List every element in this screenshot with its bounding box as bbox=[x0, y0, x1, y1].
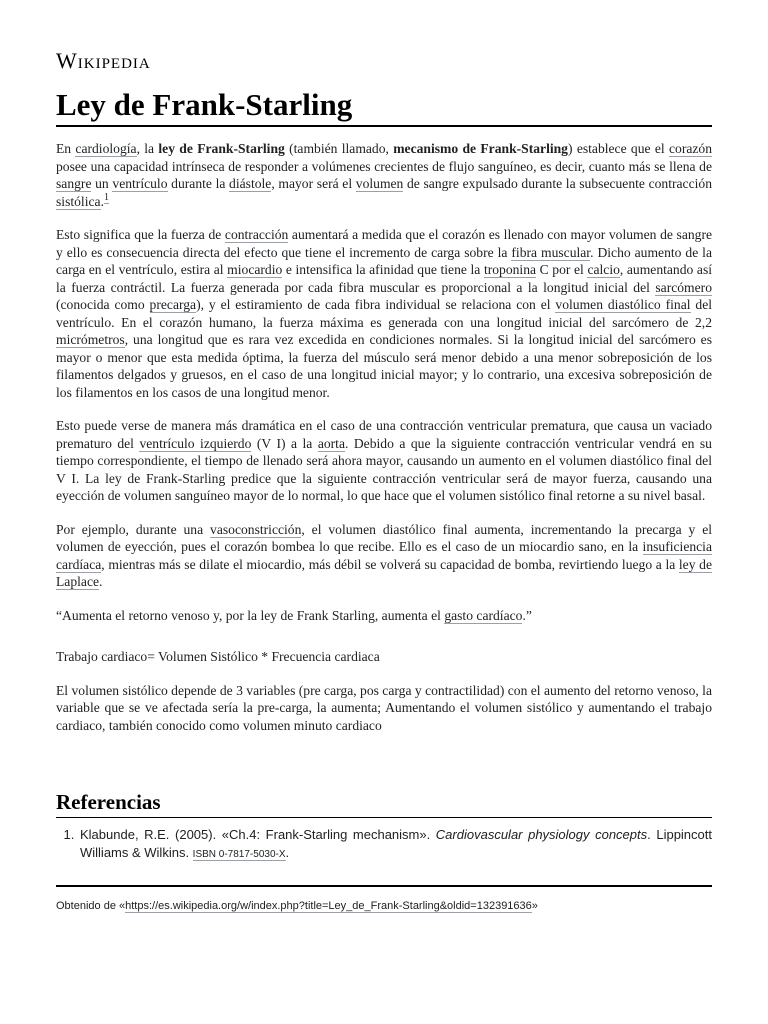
text: e intensifica la afinidad que tiene la bbox=[282, 262, 484, 277]
link-diastole[interactable]: diástole bbox=[229, 176, 272, 191]
page-title: Ley de Frank-Starling bbox=[56, 87, 353, 122]
text: , el volumen diastólico final aumenta, incrementando la precarga y el volumen de eyección, pues el corazón bombea lo que recibe. Ello es el caso de un miocardio sano, en la bbox=[56, 521, 713, 554]
paragraph-formula: Trabajo cardiaco= Volumen Sistólico * Frecuencia cardiaca bbox=[56, 649, 380, 664]
permanent-link[interactable]: https://es.wikipedia.org/w/index.php?title=Ley_de_Frank-Starling&oldid=132391636 bbox=[125, 900, 532, 912]
paragraph-quote bbox=[56, 607, 712, 625]
link-volumen-diastolico-final[interactable]: volumen diastólico final bbox=[555, 297, 691, 312]
text: del ventrículo. En el corazón humano, la fuerza máxima es generada con una longitud inicial del sarcómero de 2,2 bbox=[56, 297, 712, 330]
text: . Lippincott Williams & Wilkins. bbox=[80, 827, 712, 860]
text: , mayor será el bbox=[271, 176, 356, 191]
link-miocardio[interactable]: miocardio bbox=[227, 262, 283, 277]
text: . bbox=[100, 193, 104, 209]
text: . bbox=[99, 574, 103, 589]
text: C por el bbox=[536, 262, 588, 277]
references-heading: Referencias bbox=[56, 790, 161, 814]
text: , aumentando así la fuerza contráctil. La fuerza generada por cada fibra muscular es proporcional a la longitud inicial del bbox=[56, 262, 713, 295]
link-insuficiencia-cardiaca[interactable]: insuficiencia cardíaca bbox=[56, 539, 712, 572]
reference-marker[interactable]: 1 bbox=[103, 191, 109, 203]
link-gasto-cardiaco[interactable]: gasto cardíaco bbox=[444, 607, 523, 623]
text: ), y el estiramiento de cada fibra individual se relaciona con el bbox=[196, 297, 556, 312]
text: En bbox=[56, 141, 76, 156]
text: . Debido a que la siguiente contracción ventricular vendrá en su tiempo correspondiente, el tiempo de llenado será ahora mayor, causando un aumento en el volumen diastólico final del V I. La ley de Frank-Starling predice que la siguiente contracción ventricular será de mayor fuerza, causando una eyección de volumen sanguíneo mayor de lo normal, lo que hace que el volumen sistólico final retorne a su nivel basal. bbox=[56, 435, 712, 503]
isbn-link[interactable]: ISBN 0-7817-5030-X bbox=[192, 849, 286, 860]
text: Esto puede verse de manera más dramática en el caso de una contracción ventricular prematura, que causa un vaciado prematuro del bbox=[56, 418, 712, 451]
paragraph-3 bbox=[56, 417, 712, 505]
reference-item bbox=[78, 826, 712, 864]
paragraph-4 bbox=[56, 521, 712, 591]
text: de sangre expulsado durante la subsecuente contracción bbox=[403, 176, 712, 191]
link-precarga[interactable]: precarga bbox=[149, 297, 197, 312]
link-ventriculo-izquierdo[interactable]: ventrículo izquierdo bbox=[139, 435, 252, 451]
link-ley-de-laplace[interactable]: ley de Laplace bbox=[56, 556, 712, 589]
link-sangre[interactable]: sangre bbox=[56, 176, 92, 191]
link-fibra-muscular[interactable]: fibra muscular bbox=[511, 244, 591, 260]
link-aorta[interactable]: aorta bbox=[317, 435, 345, 451]
text: posee una capacidad intrínseca de responder a volúmenes crecientes de flujo sanguíneo, es decir, cuanto más se llena de bbox=[56, 158, 712, 174]
link-troponina[interactable]: troponina bbox=[483, 262, 537, 277]
link-contraccion[interactable]: contracción bbox=[224, 227, 289, 242]
bold-term: ley de Frank-Starling bbox=[158, 141, 285, 156]
retrieved-from bbox=[56, 899, 712, 913]
references-divider bbox=[56, 817, 712, 818]
text: Por ejemplo, durante una bbox=[56, 521, 211, 537]
article-body bbox=[56, 140, 712, 750]
text: Klabunde, R.E. (2005). «Ch.4: Frank-Starling mechanism». bbox=[80, 827, 436, 842]
text: (conocida como bbox=[56, 297, 150, 312]
link-calcio[interactable]: calcio bbox=[587, 262, 620, 277]
link-vasoconstriccion[interactable]: vasoconstricción bbox=[210, 521, 302, 537]
text: . Dicho aumento de la carga en el ventrículo, estira al bbox=[56, 244, 712, 277]
reference-book-title: Cardiovascular physiology concepts bbox=[435, 827, 648, 842]
text: .” bbox=[522, 607, 532, 623]
text: Obtenido de « bbox=[56, 900, 126, 912]
paragraph-intro bbox=[56, 140, 712, 210]
link-sarcomero[interactable]: sarcómero bbox=[655, 279, 712, 295]
link-cardiologia[interactable]: cardiología bbox=[75, 141, 137, 156]
text: “Aumenta el retorno venoso y, por la ley de Frank Starling, aumenta el bbox=[56, 607, 445, 623]
paragraph-volumen: El volumen sistólico depende de 3 variables (pre carga, pos carga y contractilidad) con el aumento del retorno venoso, la variable que se ve afectada sería la pre-carga, la aumenta; Aumentando el volumen sistólico y aumentando el trabajo cardiaco, también conocido como volumen minuto cardiaco bbox=[56, 682, 712, 733]
link-ventriculo[interactable]: ventrículo bbox=[112, 176, 168, 191]
text: , una longitud que es rara vez excedida en condiciones normales. Si la longitud inicial del sarcómero es mayor o menor que esta medida óptima, la fuerza del músculo será menor debido a una menor sobreposición de los filamentos delgados y gruesos, en el caso de una longitud inicial mayor; y lo contrario, una excesiva sobreposición de los filamentos en los casos de una longitud menor. bbox=[56, 332, 712, 400]
references-list bbox=[56, 826, 712, 864]
text: ) establece que el bbox=[567, 141, 669, 156]
text: Esto significa que la fuerza de bbox=[56, 227, 225, 242]
text: un bbox=[91, 176, 113, 191]
text: aumentará a medida que el corazón es llenado con mayor volumen de sangre y ello es consecuencia directa del efecto que tiene el incremento de carga sobre la bbox=[56, 227, 713, 260]
link-volumen[interactable]: volumen bbox=[355, 176, 404, 191]
empty-paragraph bbox=[56, 640, 712, 648]
text: (V I) a la bbox=[251, 435, 318, 451]
text: , mientras más se dilate el miocardio, más débil se volverá su capacidad de bomba, revirtiendo luego a la bbox=[101, 556, 679, 572]
text: , la bbox=[136, 141, 159, 156]
link-micrometros[interactable]: micrómetros bbox=[56, 332, 125, 347]
link-sistolica[interactable]: sistólica bbox=[56, 193, 101, 209]
text: . bbox=[285, 845, 290, 860]
link-corazon[interactable]: corazón bbox=[668, 141, 713, 156]
paragraph-2 bbox=[56, 226, 712, 401]
bold-term-alt: mecanismo de Frank-Starling bbox=[393, 141, 568, 156]
text: durante la bbox=[167, 176, 230, 191]
text: (también llamado, bbox=[284, 141, 394, 156]
text: » bbox=[531, 900, 538, 912]
title-divider bbox=[56, 125, 712, 127]
footer-divider bbox=[56, 885, 712, 887]
wikipedia-logo[interactable]: Wikipedia bbox=[56, 48, 151, 73]
